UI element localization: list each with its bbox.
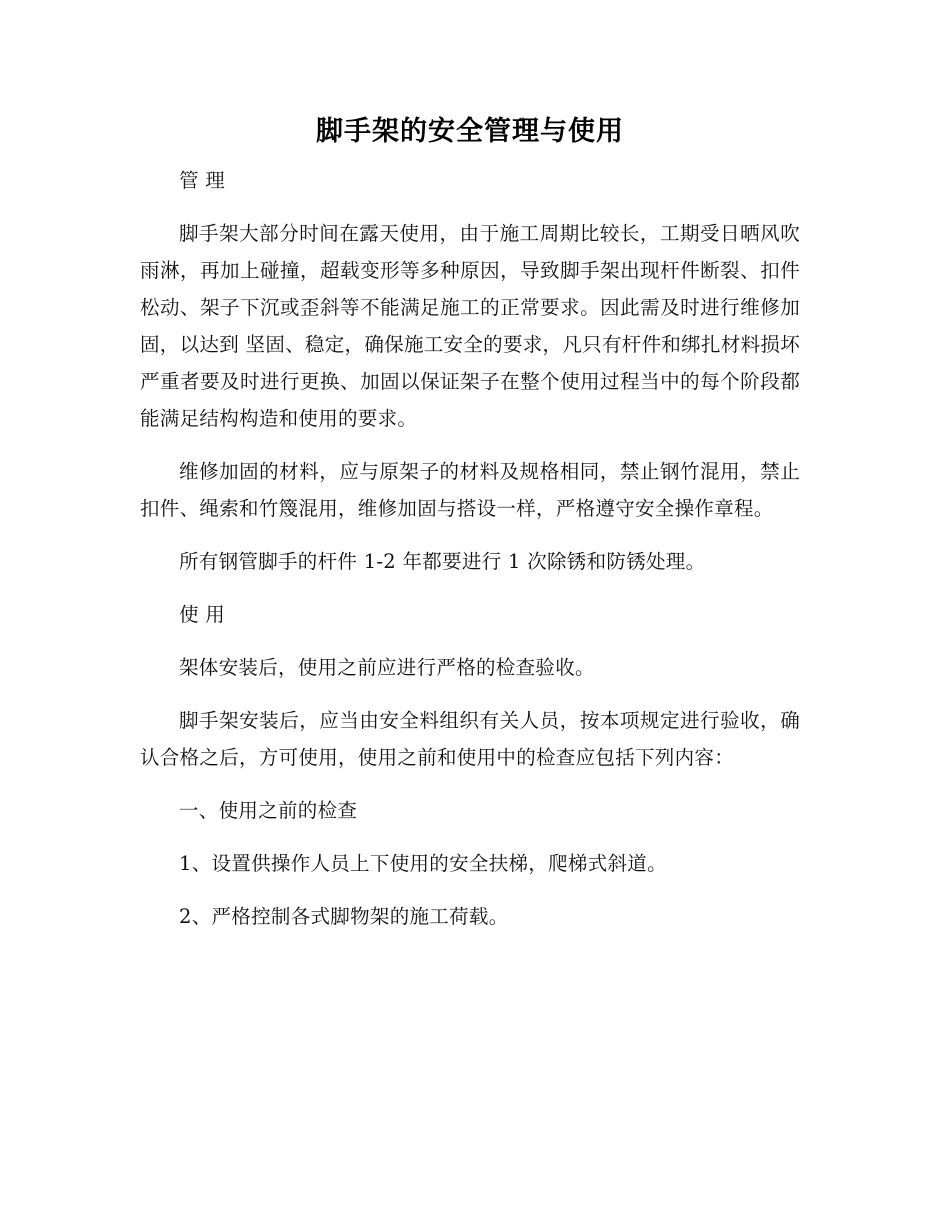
- paragraph-maintenance: 脚手架大部分时间在露天使用，由于施工周期比较长，工期受日晒风吹雨淋，再加上碰撞，超载变形等多种原因，导致脚手架出现杆件断裂、扣件松动、架子下沉或歪斜等不能满足施工的正常要求。因此需及时进行维修加固，以达到 坚固、稳定，确保施工安全的要求，凡只有杆件和绑扎材料损坏严重者要及时进行更换、加固以保证架子在整个使用过程当中的每个阶段都能满足结构构造和使用的要求。: [140, 222, 800, 430]
- section-heading-usage: 使 用: [179, 603, 226, 626]
- paragraph-materials: 维修加固的材料，应与原架子的材料及规格相同，禁止钢竹混用，禁止扣件、绳索和竹篾混用，维修加固与搭设一样，严格遵守安全操作章程。: [140, 460, 800, 520]
- subheading-pre-use-check: 一、使用之前的检查: [179, 799, 358, 822]
- document-page: [140, 108, 800, 951]
- list-item-2: 2、严格控制各式脚物架的施工荷载。: [179, 905, 509, 928]
- paragraph-rust-treatment: 所有钢管脚手的杆件 1-2 年都要进行 1 次除锈和防锈处理。: [179, 550, 706, 573]
- list-item-1: 1、设置供操作人员上下使用的安全扶梯，爬梯式斜道。: [179, 852, 667, 875]
- paragraph-acceptance: 脚手架安装后，应当由安全料组织有关人员，按本项规定进行验收，确认合格之后，方可使用，使用之前和使用中的检查应包括下列内容：: [140, 709, 800, 769]
- document-title: 脚手架的安全管理与使用: [316, 116, 624, 147]
- paragraph-inspection: 架体安装后，使用之前应进行严格的检查验收。: [179, 656, 595, 679]
- section-heading-management: 管 理: [179, 169, 226, 192]
